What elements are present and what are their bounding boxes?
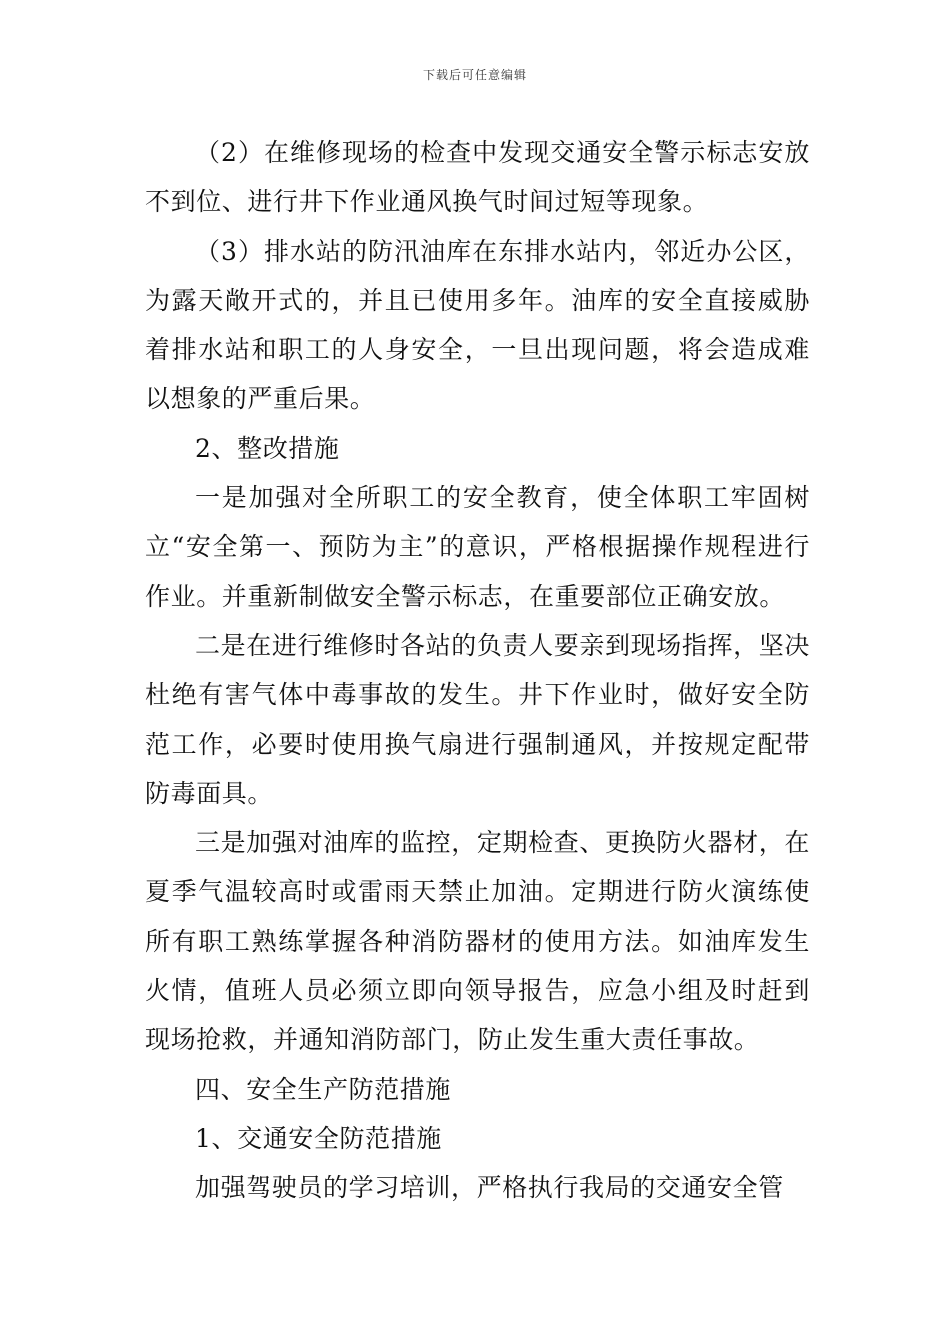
section-heading-safety-measures: 四、安全生产防范措施 (195, 1074, 452, 1104)
paragraph-item-2: （2）在维修现场的检查中发现交通安全警示标志安放不到位、进行井下作业通风换气时间过短等现象。 (145, 138, 810, 217)
paragraph-measure-two: 二是在进行维修时各站的负责人要亲到现场指挥，坚决杜绝有害气体中毒事故的发生。井下作业时，做好安全防范工作，必要时使用换气扇进行强制通风，并按规定配带防毒面具。 (145, 630, 810, 808)
subsection-heading-traffic-safety: 1、交通安全防范措施 (195, 1123, 442, 1153)
document-body (145, 128, 810, 1213)
paragraph-item-3: （3）排水站的防汛油库在东排水站内，邻近办公区，为露天敞开式的，并且已使用多年。油库的安全直接威胁着排水站和职工的人身安全，一旦出现问题，将会造成难以想象的严重后果。 (145, 236, 810, 414)
page-header: 下载后可任意编辑 (422, 68, 527, 82)
paragraph-driver-training: 加强驾驶员的学习培训，严格执行我局的交通安全管 (195, 1173, 784, 1203)
paragraph-measure-three: 三是加强对油库的监控，定期检查、更换防火器材，在夏季气温较高时或雷雨天禁止加油。定期进行防火演练使所有职工熟练掌握各种消防器材的使用方法。如油库发生火情，值班人员必须立即向领导报告，应急小组及时赶到现场抢救，并通知消防部门，防止发生重大责任事故。 (145, 828, 810, 1055)
section-heading-rectification: 2、整改措施 (195, 433, 340, 463)
paragraph-measure-one: 一是加强对全所职工的安全教育，使全体职工牢固树立“安全第一、预防为主”的意识，严格根据操作规程进行作业。并重新制做安全警示标志，在重要部位正确安放。 (145, 483, 810, 611)
